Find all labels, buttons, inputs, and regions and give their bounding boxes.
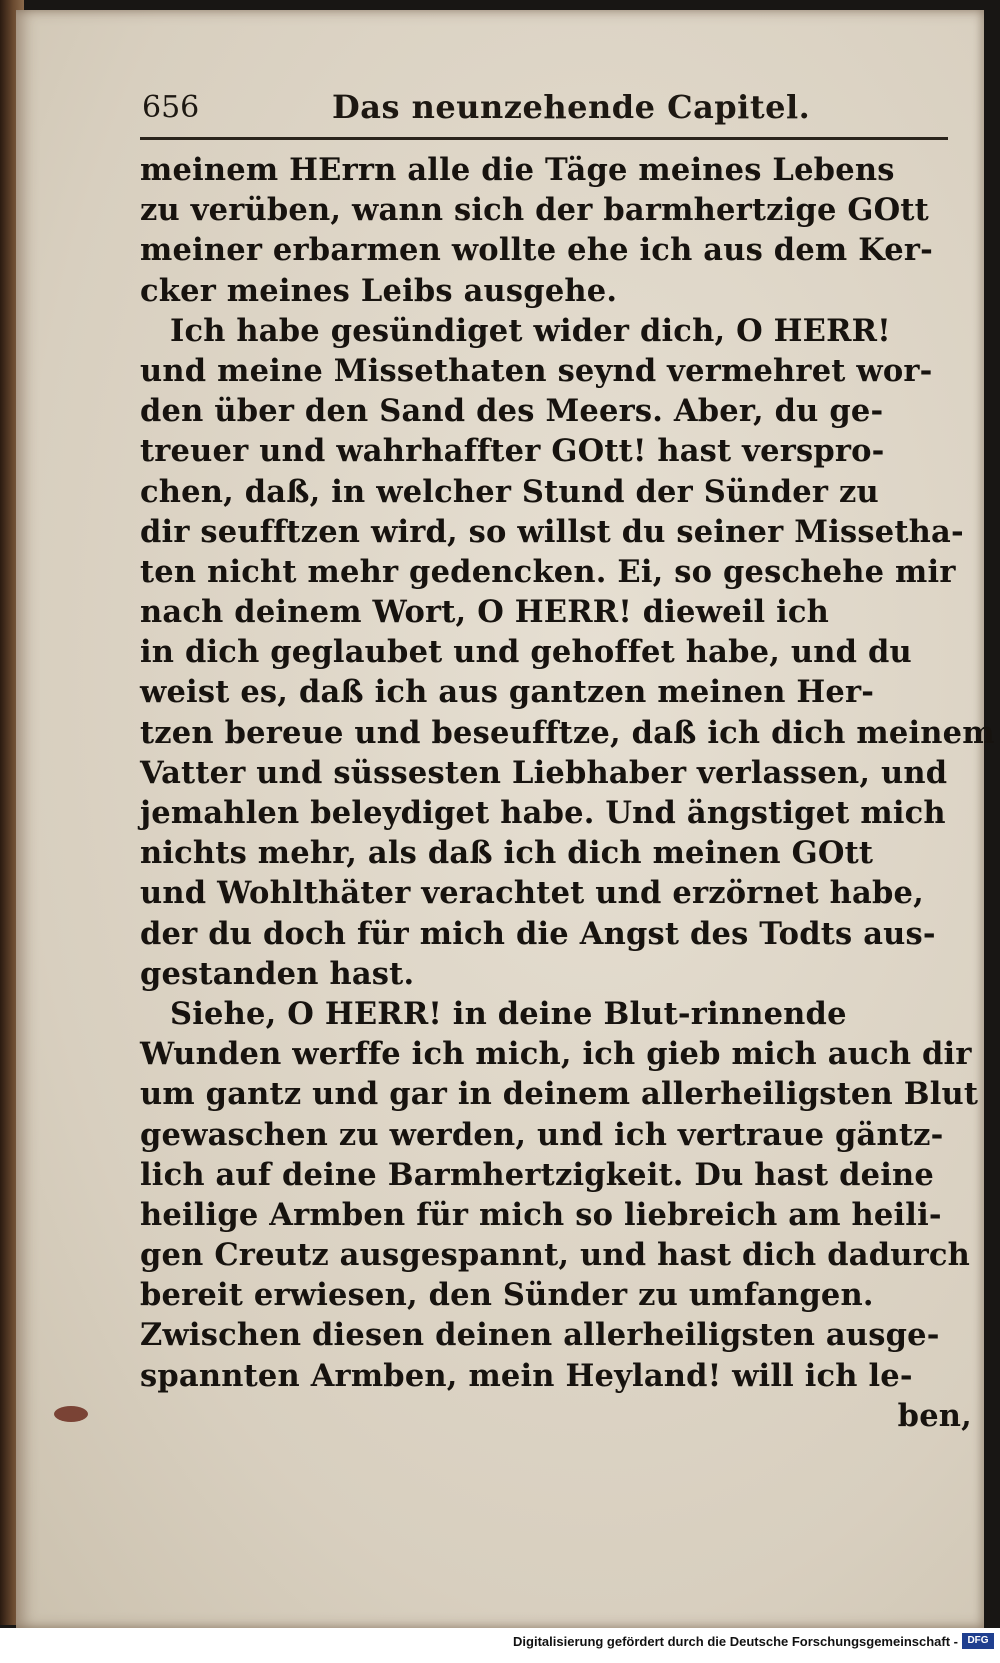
page-number: 656 xyxy=(142,90,200,125)
text-line: Ich habe gesündiget wider dich, O HERR! xyxy=(170,312,891,349)
body-text xyxy=(140,150,995,1436)
text-line: meinem HErrn alle die Täge meines Lebens xyxy=(140,152,895,188)
text-line: und meine Missethaten seynd vermehret wor- xyxy=(140,352,933,389)
text-line: nichts mehr, als daß ich dich meinen GOtt xyxy=(140,835,874,872)
text-line: tzen bereue und beseufftze, daß ich dich meinem xyxy=(140,714,995,751)
text-line: treuer und wahrhaffter GOtt! hast verspro- xyxy=(140,433,885,470)
text-line: gestanden hast. xyxy=(140,955,415,992)
text-line: spannten Armben, mein Heyland! will ich le- xyxy=(140,1357,913,1394)
catchword: ben, xyxy=(897,1397,972,1434)
text-line: Zwischen diesen deinen allerheiligsten ausge- xyxy=(140,1317,940,1354)
page-header xyxy=(120,86,950,134)
text-line: gewaschen zu werden, und ich vertraue gäntz- xyxy=(140,1116,944,1153)
text-line: dir seufftzen wird, so willst du seiner Missetha- xyxy=(140,513,964,550)
text-line: nach deinem Wort, O HERR! dieweil ich xyxy=(140,594,830,631)
text-line: cker meines Leibs ausgehe. xyxy=(140,272,618,309)
text-line: zu verüben, wann sich der barmhertzige GOtt xyxy=(140,192,929,229)
text-line: und Wohlthäter verachtet und erzörnet habe, xyxy=(140,875,924,912)
text-line: weist es, daß ich aus gantzen meinen Her- xyxy=(140,674,875,711)
text-line: chen, daß, in welcher Stund der Sünder zu xyxy=(140,473,879,510)
text-line: jemahlen beleydiget habe. Und ängstiget mich xyxy=(140,795,946,831)
text-line: ten nicht mehr gedencken. Ei, so geschehe mir xyxy=(140,553,956,590)
text-line: um gantz und gar in deinem allerheiligsten Blut xyxy=(140,1076,979,1113)
text-line: Siehe, O HERR! in deine Blut-rinnende xyxy=(170,995,847,1032)
header-rule xyxy=(140,137,948,140)
footer-bar xyxy=(0,1628,1000,1663)
text-line: lich auf deine Barmhertzigkeit. Du hast deine xyxy=(140,1156,934,1193)
text-line: Vatter und süssesten Liebhaber verlassen, und xyxy=(140,754,948,791)
text-line: den über den Sand des Meers. Aber, du ge- xyxy=(140,393,884,430)
text-line: der du doch für mich die Angst des Todts aus- xyxy=(140,915,936,952)
text-line: in dich geglaubet und gehoffet habe, und du xyxy=(140,634,912,671)
text-line: bereit erwiesen, den Sünder zu umfangen. xyxy=(140,1277,874,1314)
text-line: Wunden werffe ich mich, ich gieb mich auch dir xyxy=(140,1036,972,1073)
digitization-credit: Digitalisierung gefördert durch die Deutsche Forschungsgemeinschaft - xyxy=(513,1634,958,1649)
text-line: gen Creutz ausgespannt, und hast dich dadurch xyxy=(140,1237,971,1274)
text-line: heilige Armben für mich so liebreich am heili- xyxy=(140,1196,942,1233)
dfg-logo: DFG xyxy=(962,1633,994,1649)
ink-stain xyxy=(54,1406,88,1422)
text-line: meiner erbarmen wollte ehe ich aus dem Ker- xyxy=(140,232,933,269)
running-title: Das neunzehende Capitel. xyxy=(332,88,811,126)
